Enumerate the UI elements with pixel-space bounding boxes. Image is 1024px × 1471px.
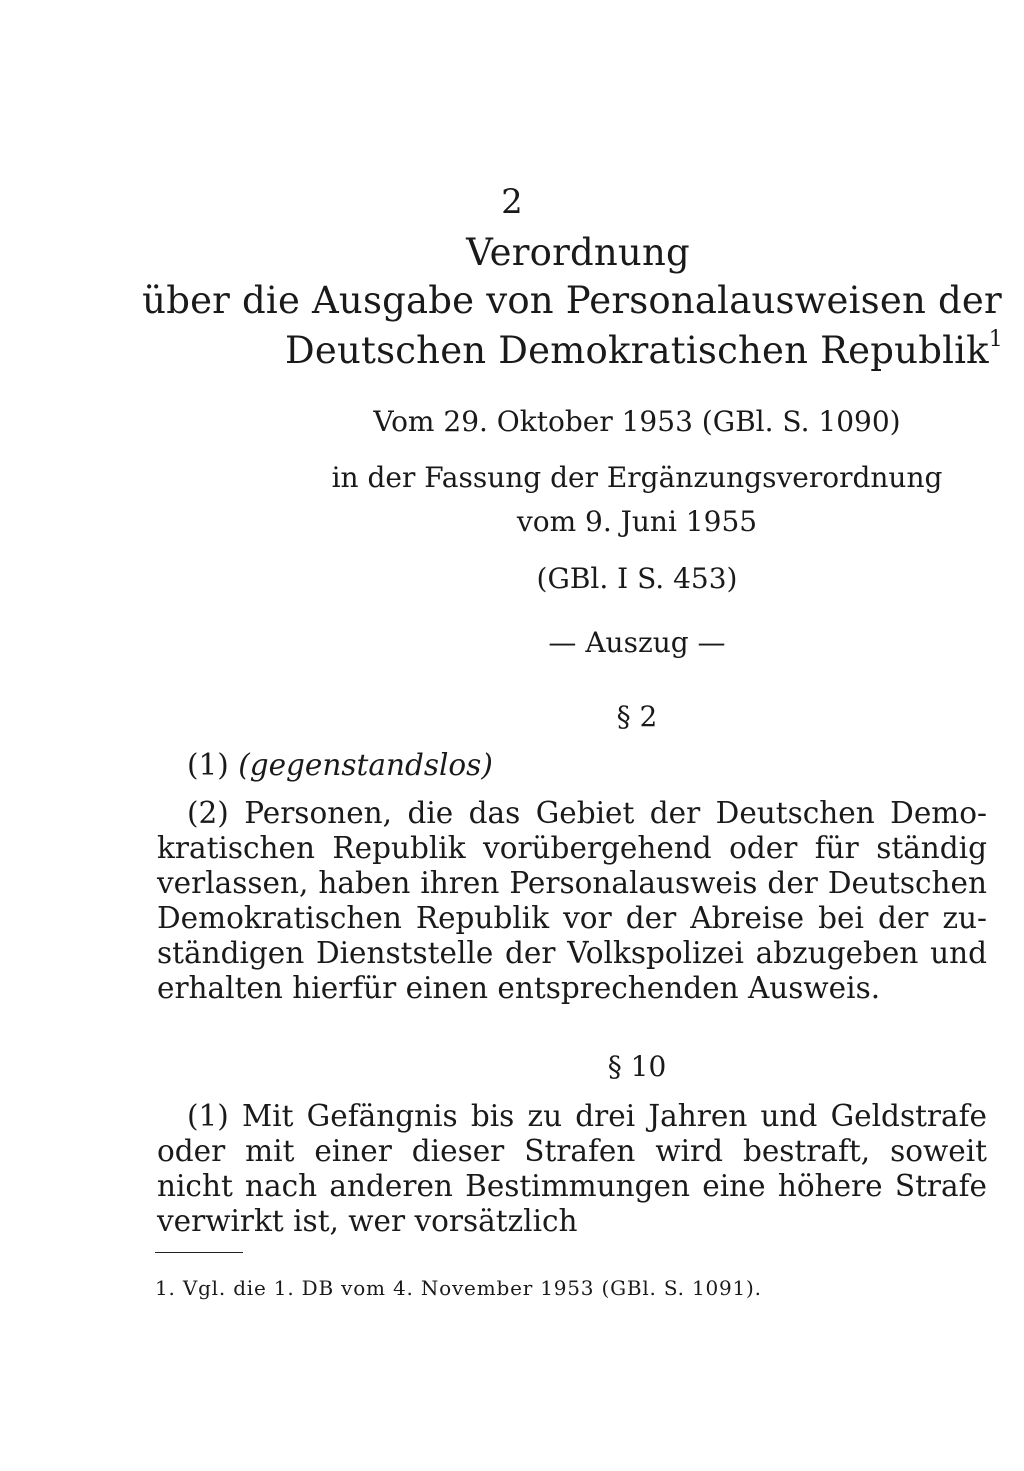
- title-footnote-marker: 1: [988, 326, 1003, 352]
- section-sign-10: § 10: [607, 1050, 667, 1083]
- title-line-3: [132, 328, 1024, 374]
- excerpt-note: — Auszug —: [548, 626, 726, 659]
- section-2-para-2-line-4: Demokratischen Republik vor der Abreise bei der zu-: [157, 901, 987, 935]
- section-2-para-1: [187, 746, 493, 784]
- title-line-2: über die Ausgabe von Personalausweisen der: [142, 279, 1002, 322]
- section-2-para-1-label: (1): [187, 748, 229, 782]
- section-2-para-2-line-2: kratischen Republik vorübergehend oder für ständig: [157, 831, 987, 865]
- title-line-3-text: Deutschen Demokratischen Republik: [285, 329, 989, 372]
- section-10-para-1-line-3: nicht nach anderen Bestimmungen eine höhere Strafe: [157, 1169, 987, 1203]
- section-2-para-2-line-3: verlassen, haben ihren Personalausweis der Deutschen: [157, 866, 987, 900]
- footnote-rule: [155, 1252, 243, 1253]
- document-number: 2: [501, 182, 523, 222]
- section-2-para-2-line-5: ständigen Dienststelle der Volkspolizei abzugeben und: [157, 936, 987, 970]
- version-line-1: in der Fassung der Ergänzungsverordnung: [331, 461, 943, 494]
- section-2-para-2-line-6: erhalten hierfür einen entsprechenden Ausweis.: [157, 971, 881, 1005]
- section-sign-2: § 2: [616, 700, 658, 733]
- section-10-para-1-line-1: (1) Mit Gefängnis bis zu drei Jahren und Geldstrafe: [187, 1099, 987, 1133]
- section-2-para-1-text: (gegenstandslos): [238, 748, 493, 782]
- section-10-para-1-line-2: oder mit einer dieser Strafen wird bestraft, soweit: [157, 1134, 987, 1168]
- section-10-para-1-line-4: verwirkt ist, wer vorsätzlich: [157, 1204, 578, 1238]
- version-line-2: vom 9. Juni 1955: [516, 505, 758, 538]
- date-line: Vom 29. Oktober 1953 (GBl. S. 1090): [373, 405, 901, 438]
- gazette-reference: (GBl. I S. 453): [536, 562, 738, 595]
- footnote: 1. Vgl. die 1. DB vom 4. November 1953 (GBl. S. 1091).: [155, 1276, 762, 1300]
- title-line-1: Verordnung: [466, 231, 690, 274]
- section-2-para-2-line-1: (2) Personen, die das Gebiet der Deutschen Demo-: [187, 796, 987, 830]
